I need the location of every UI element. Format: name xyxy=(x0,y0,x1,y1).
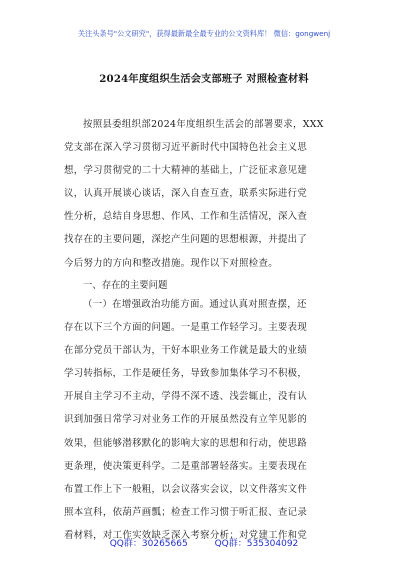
section-heading: 一、存在的主要问题 xyxy=(83,280,168,291)
section-paragraph xyxy=(64,293,350,547)
paragraph-line: 更条理，使决策更科学。二是重部署轻落实。主要表现在 xyxy=(64,460,308,472)
paragraph-line: 议，认真开展谈心谈话，深入自查互查，联系实际进行党 xyxy=(64,188,308,200)
top-banner: 关注头条号"公文研究"，获得最新最全最专业的公文资料库！ 微信：gongwenj xyxy=(77,29,331,38)
paragraph-line: 存在以下三个方面的问题。一是重工作轻学习。主要表现 xyxy=(64,322,308,334)
paragraph-line: 想，学习贯彻党的二十大精神的基础上，广泛征求意见建 xyxy=(64,165,308,177)
paragraph-line: 性分析，总结自身思想、作风、工作和生活情况，深入查 xyxy=(64,211,308,223)
paragraph-line: 看材料，对工作实效缺乏深入考察分析；对党建工作和党 xyxy=(64,529,308,541)
paragraph-line: 党支部在深入学习贯彻习近平新时代中国特色社会主义思 xyxy=(64,142,308,154)
intro-paragraph xyxy=(64,113,350,275)
document-title: 2024年度组织生活会支部班子 对照检查材料 xyxy=(99,73,309,85)
paragraph-line: 在部分党员干部认为，干好本职业务工作就是最大的业绩 xyxy=(64,345,308,357)
paragraph-line: 学习转指标，工作是硬任务，导致参加集体学习不积极， xyxy=(64,368,308,380)
paragraph-line: 找存在的主要问题，深挖产生问题的思想根源，并提出了 xyxy=(64,234,308,246)
paragraph-line: 识到加强日常学习对业务工作的开展虽然没有立竿见影的 xyxy=(64,414,308,426)
paragraph-line: 布置工作上下一般粗，以会议落实会议，以文件落实文件 xyxy=(64,483,308,495)
paragraph-line: 今后努力的方向和整改措施。现作以下对照检查。 xyxy=(64,257,278,269)
qq-group-1: QQ群：30265665 xyxy=(109,539,188,549)
paragraph-line: 照本宣科，依葫芦画瓢；检查工作习惯于听汇报、查记录 xyxy=(64,506,308,518)
paragraph-line: 效果，但能够潜移默化的影响大家的思想和行动，使思路 xyxy=(64,437,308,449)
paragraph-line: 按照县委组织部2024年度组织生活会的部署要求，XXX xyxy=(83,119,324,130)
paragraph-line: 开展自主学习不主动，学得不深不透、浅尝辄止，没有认 xyxy=(64,391,308,403)
paragraph-line: （一）在增强政治功能方面。通过认真对照查摆，还 xyxy=(83,299,307,310)
bottom-banner xyxy=(0,536,408,549)
qq-group-2: QQ群：535304092 xyxy=(214,539,299,549)
